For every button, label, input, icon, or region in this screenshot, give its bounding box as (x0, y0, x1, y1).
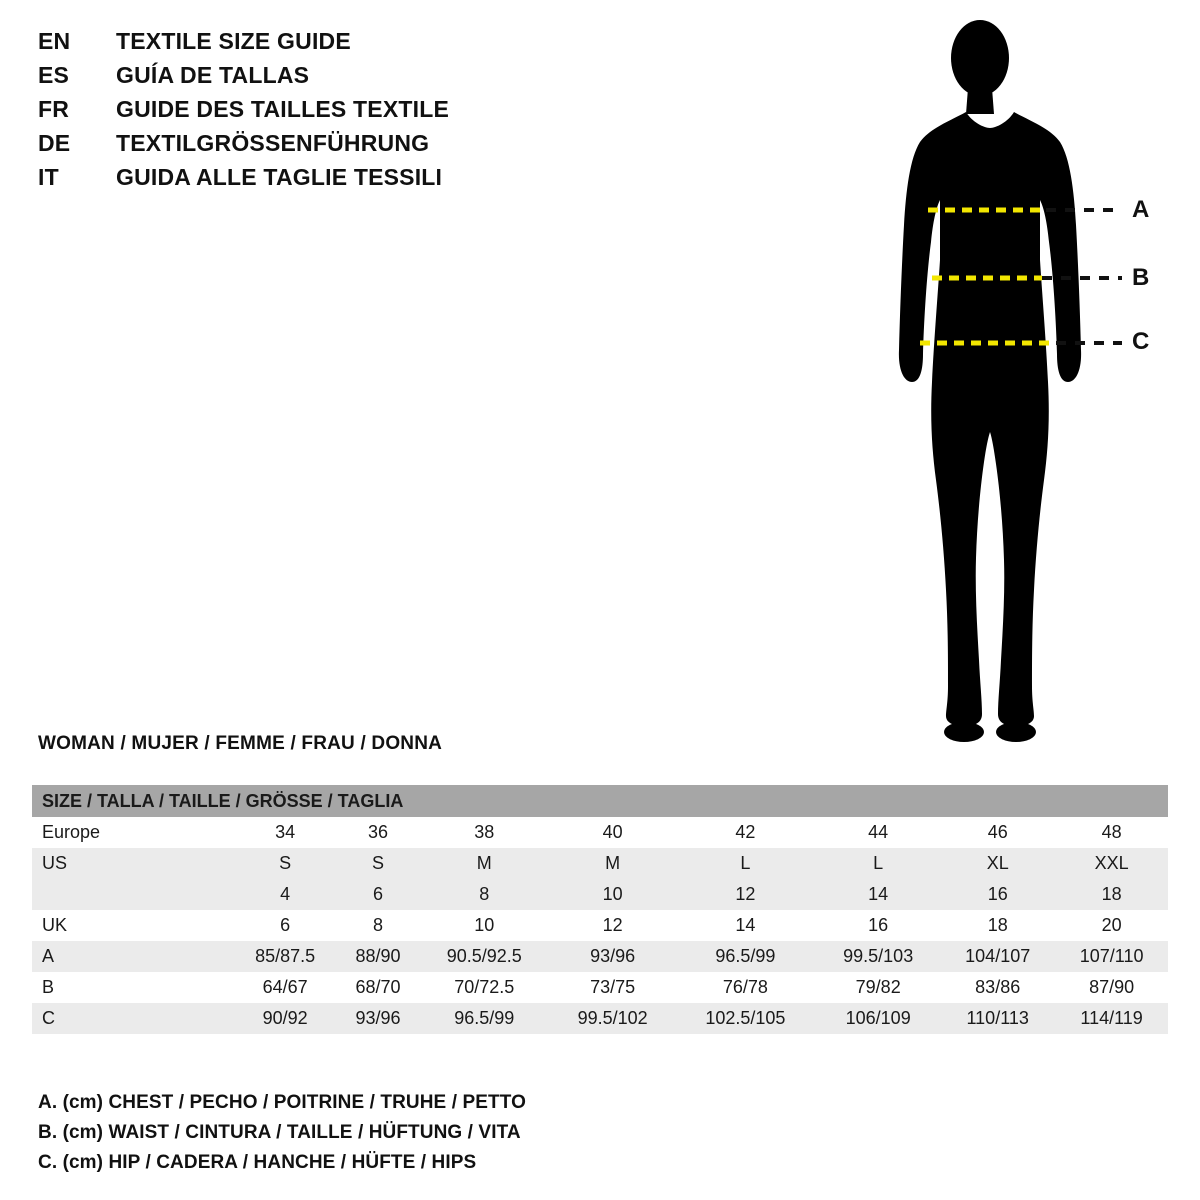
cell: 88/90 (338, 941, 418, 972)
cell: 83/86 (940, 972, 1055, 1003)
cell: 107/110 (1055, 941, 1168, 972)
cell: 16 (940, 879, 1055, 910)
waist-measure-label: B (1132, 264, 1150, 291)
row-label: Europe (32, 817, 232, 848)
cell: M (418, 848, 551, 879)
table-row (32, 817, 1168, 848)
cell: XXL (1055, 848, 1168, 879)
cell: 10 (418, 910, 551, 941)
language-title: TEXTILGRÖSSENFÜHRUNG (116, 130, 430, 156)
cell: 70/72.5 (418, 972, 551, 1003)
cell: 10 (551, 879, 675, 910)
cell: 110/113 (940, 1003, 1055, 1034)
language-code: ES (38, 62, 70, 88)
cell: 87/90 (1055, 972, 1168, 1003)
table-row (32, 848, 1168, 879)
cell: 20 (1055, 910, 1168, 941)
legend-line-hip: C. (cm) HIP / CADERA / HANCHE / HÜFTE / HIPS (38, 1152, 477, 1173)
cell: 12 (551, 910, 675, 941)
cell: 96.5/99 (675, 941, 817, 972)
cell: 93/96 (338, 1003, 418, 1034)
cell: 42 (675, 817, 817, 848)
cell: 16 (816, 910, 940, 941)
row-label: A (32, 941, 232, 972)
cell: 93/96 (551, 941, 675, 972)
cell: 64/67 (232, 972, 338, 1003)
cell: 46 (940, 817, 1055, 848)
table-row (32, 972, 1168, 1003)
cell: 73/75 (551, 972, 675, 1003)
table-row (32, 1003, 1168, 1034)
cell: 4 (232, 879, 338, 910)
table-header-row (32, 785, 1168, 817)
cell: S (338, 848, 418, 879)
cell: 12 (675, 879, 817, 910)
cell: 104/107 (940, 941, 1055, 972)
cell: 44 (816, 817, 940, 848)
language-row (38, 164, 558, 198)
cell: 79/82 (816, 972, 940, 1003)
language-code: IT (38, 164, 59, 190)
row-label: US (32, 848, 232, 879)
language-title: GUÍA DE TALLAS (116, 62, 310, 88)
language-code: DE (38, 130, 71, 156)
language-title-block (38, 28, 558, 198)
language-title: GUIDA ALLE TAGLIE TESSILI (116, 164, 443, 190)
cell: 90/92 (232, 1003, 338, 1034)
cell: 106/109 (816, 1003, 940, 1034)
cell: 14 (816, 879, 940, 910)
language-row (38, 28, 558, 62)
cell: XL (940, 848, 1055, 879)
language-title: TEXTILE SIZE GUIDE (116, 28, 351, 54)
cell: 90.5/92.5 (418, 941, 551, 972)
cell: 76/78 (675, 972, 817, 1003)
language-code: FR (38, 96, 70, 122)
language-row (38, 62, 558, 96)
language-row (38, 96, 558, 130)
language-row (38, 130, 558, 164)
cell: M (551, 848, 675, 879)
cell: 6 (232, 910, 338, 941)
legend-line-waist: B. (cm) WAIST / CINTURA / TAILLE / HÜFTUNG / VITA (38, 1122, 521, 1143)
measurement-legend (38, 1088, 738, 1178)
cell: 99.5/102 (551, 1003, 675, 1034)
row-label (32, 879, 232, 910)
cell: 18 (1055, 879, 1168, 910)
row-label: UK (32, 910, 232, 941)
chest-measure-label: A (1132, 196, 1150, 223)
cell: S (232, 848, 338, 879)
cell: 114/119 (1055, 1003, 1168, 1034)
cell: 6 (338, 879, 418, 910)
row-label: C (32, 1003, 232, 1034)
language-code: EN (38, 28, 71, 54)
cell: 48 (1055, 817, 1168, 848)
cell: L (816, 848, 940, 879)
table-section-title: WOMAN / MUJER / FEMME / FRAU / DONNA (38, 733, 443, 754)
cell: 40 (551, 817, 675, 848)
cell: 36 (338, 817, 418, 848)
cell: 18 (940, 910, 1055, 941)
table-row (32, 910, 1168, 941)
cell: L (675, 848, 817, 879)
cell: 99.5/103 (816, 941, 940, 972)
legend-line-chest: A. (cm) CHEST / PECHO / POITRINE / TRUHE / PETTO (38, 1092, 526, 1113)
female-silhouette-icon (860, 10, 1190, 750)
cell: 14 (675, 910, 817, 941)
female-body-figure (860, 10, 1190, 750)
cell: 38 (418, 817, 551, 848)
cell: 8 (418, 879, 551, 910)
row-label: B (32, 972, 232, 1003)
table-header-label: SIZE / TALLA / TAILLE / GRÖSSE / TAGLIA (32, 785, 1168, 817)
size-table (32, 785, 1168, 1034)
cell: 85/87.5 (232, 941, 338, 972)
cell: 34 (232, 817, 338, 848)
table-row (32, 879, 1168, 910)
hip-measure-label: C (1132, 328, 1150, 355)
cell: 96.5/99 (418, 1003, 551, 1034)
cell: 102.5/105 (675, 1003, 817, 1034)
language-title: GUIDE DES TAILLES TEXTILE (116, 96, 449, 122)
table-row (32, 941, 1168, 972)
cell: 68/70 (338, 972, 418, 1003)
cell: 8 (338, 910, 418, 941)
